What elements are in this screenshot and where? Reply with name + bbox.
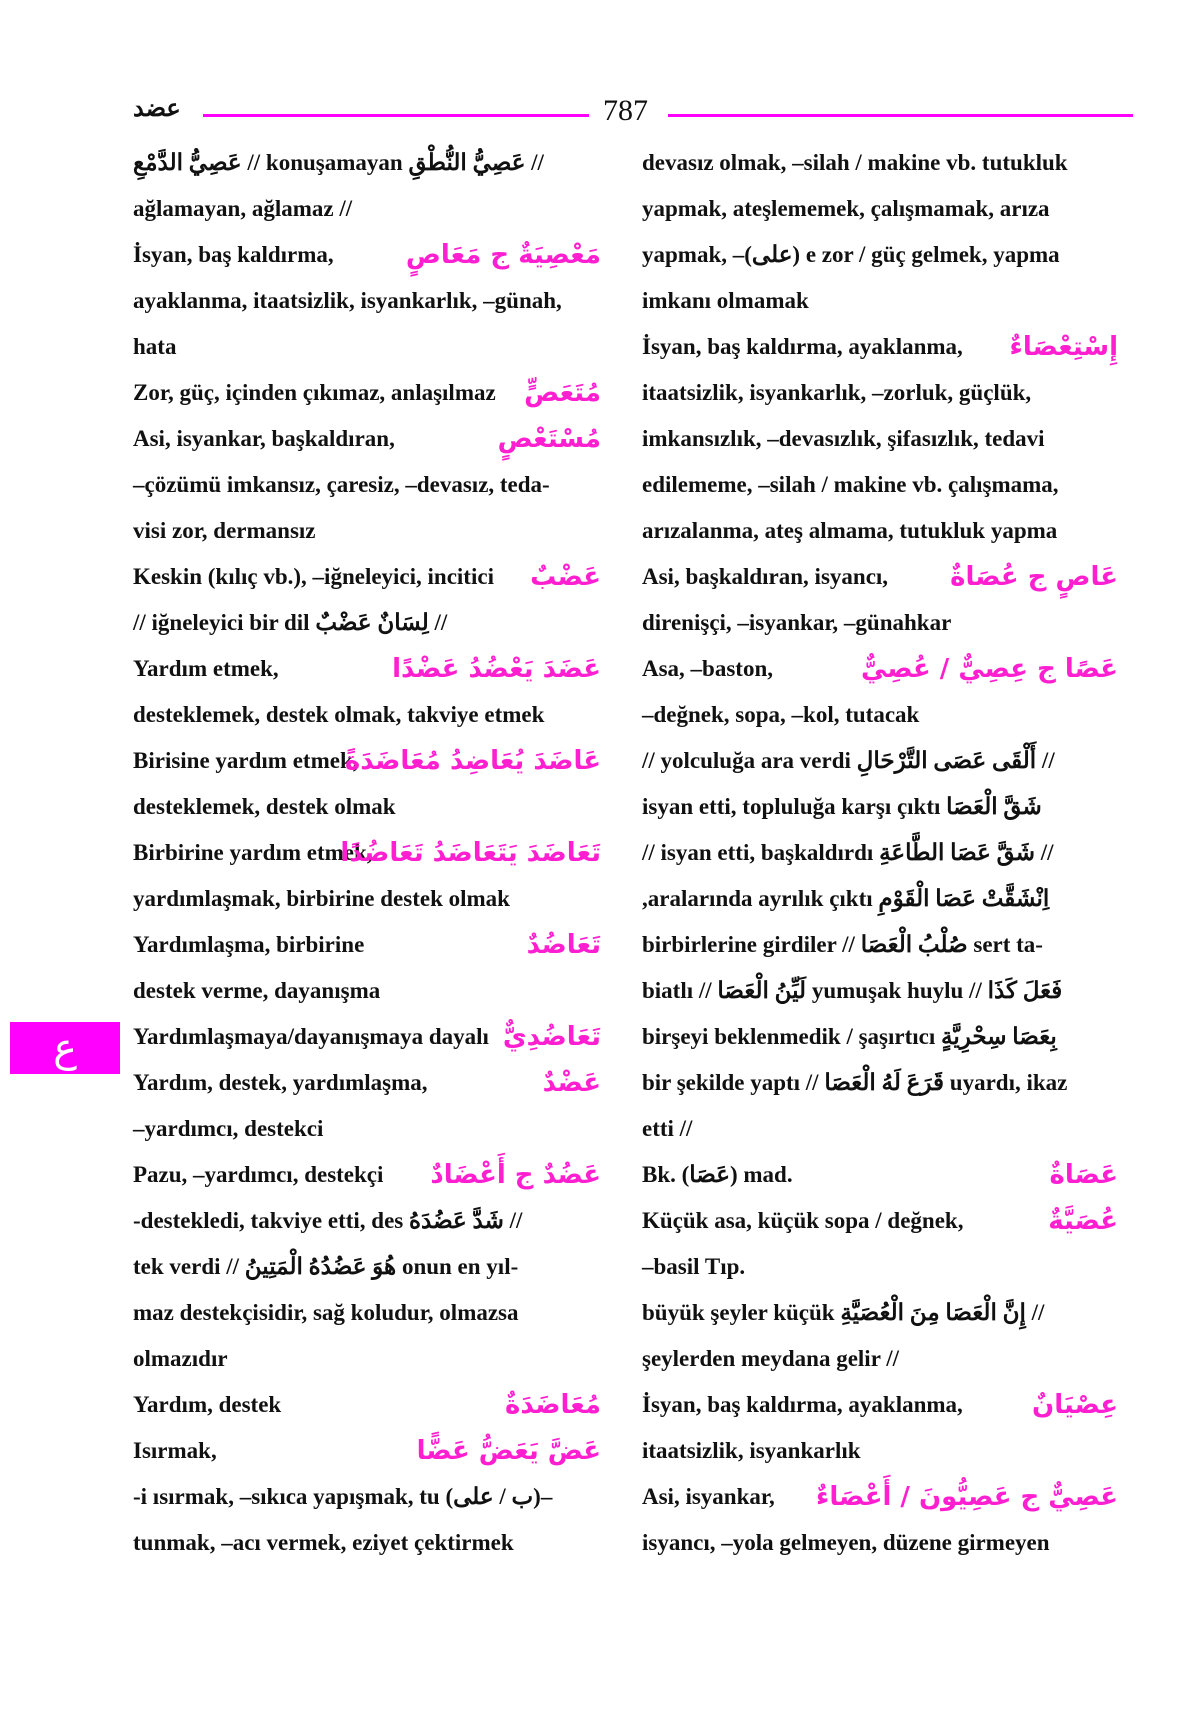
dictionary-line	[133, 278, 601, 324]
line-text: // شَدَّ عَضُدَهُ destekledi, takviye etti, des-	[133, 1208, 523, 1233]
dictionary-line	[133, 922, 601, 968]
dictionary-line	[133, 1290, 601, 1336]
dictionary-line	[133, 232, 601, 278]
line-text: Küçük asa, küçük sopa / değnek,	[642, 1208, 964, 1233]
line-text: biatlı // لَيِّنُ الْعَصَا yumuşak huylu // فَعَلَ كَذَا	[642, 978, 1063, 1003]
line-text: edilememe, –silah / makine vb. çalışmama,	[642, 472, 1059, 497]
line-text: Isırmak,	[133, 1438, 217, 1463]
dictionary-line	[642, 1244, 1118, 1290]
line-text: Birisine yardım etmek,	[133, 748, 359, 773]
arabic-headword: تَعَاضُدِيٌّ	[502, 1022, 601, 1052]
line-text: // إِنَّ الْعَصَا مِنَ الْعُصَيَّةِ büyük şeyler küçük	[642, 1300, 1045, 1325]
line-text: İsyan, baş kaldırma,	[133, 242, 334, 267]
line-text: // عَصِيُّ النُّطْقِ konuşamayan // عَصِيُّ الدَّمْعِ	[133, 150, 544, 175]
dictionary-line	[642, 1106, 1118, 1152]
dictionary-line	[133, 1152, 601, 1198]
line-text: ağlamayan, ağlamaz //	[133, 196, 353, 221]
line-text: imkansızlık, –devasızlık, şifasızlık, tedavi	[642, 426, 1045, 451]
dictionary-line	[133, 830, 601, 876]
line-text: isyancı, –yola gelmeyen, düzene girmeyen	[642, 1530, 1050, 1555]
dictionary-line	[133, 646, 601, 692]
dictionary-line	[642, 508, 1118, 554]
line-text: Pazu, –yardımcı, destekçi	[133, 1162, 384, 1187]
dictionary-line	[133, 1382, 601, 1428]
dictionary-line	[133, 692, 601, 738]
line-text: Asa, –baston,	[642, 656, 774, 681]
dictionary-line	[642, 278, 1118, 324]
line-text: اِنْشَقَّتْ عَصَا الْقَوْمِ aralarında ayrılık çıktı,	[642, 886, 1050, 911]
line-text: tek verdi // هُوَ عَضُدُهُ الْمَتِينُ onun en yıl-	[133, 1254, 519, 1279]
arabic-headword: مُسْتَعْصٍ	[497, 424, 601, 454]
arabic-headword: عَضْبٌ	[530, 562, 601, 592]
line-text: imkanı olmamak	[642, 288, 809, 313]
dictionary-line	[642, 1290, 1118, 1336]
dictionary-line	[133, 1428, 601, 1474]
line-text: Bk. (عَصَا) mad.	[642, 1162, 793, 1187]
dictionary-line	[642, 1152, 1118, 1198]
dictionary-line	[642, 1382, 1118, 1428]
dictionary-line	[133, 600, 601, 646]
line-text: Asi, isyankar, başkaldıran,	[133, 426, 395, 451]
dictionary-line	[133, 1106, 601, 1152]
arabic-headword: عَضْدٌ	[542, 1068, 601, 1098]
dictionary-line	[642, 1198, 1118, 1244]
dictionary-line	[133, 186, 601, 232]
line-text: bir şekilde yaptı // قَرَعَ لَهُ الْعَصَا uyardı, ikaz	[642, 1070, 1068, 1095]
dictionary-line	[133, 554, 601, 600]
arabic-headword: تَعَاضُدٌ	[526, 930, 601, 960]
dictionary-line	[642, 1428, 1118, 1474]
line-text: tunmak, –acı vermek, eziyet çektirmek	[133, 1530, 514, 1555]
line-text: –(ب / على) i ısırmak, –sıkıca yapışmak, tu-	[133, 1484, 553, 1509]
line-text: Birbirine yardım etmek,	[133, 840, 373, 865]
arabic-headword: عَضَّ يَعَضُّ عَضًّا	[416, 1436, 601, 1466]
letter-tab-label: ع	[53, 1025, 77, 1071]
arabic-headword: إِسْتِعْصَاءٌ	[1009, 332, 1118, 362]
arabic-headword: عَصِيٌّ ج عَصِيُّونَ / أَعْصَاءٌ	[816, 1482, 1118, 1512]
dictionary-line	[133, 1520, 601, 1566]
line-text: –değnek, sopa, –kol, tutacak	[642, 702, 920, 727]
dictionary-line	[642, 968, 1118, 1014]
left-column	[133, 140, 601, 1566]
line-text: Keskin (kılıç vb.), –iğneleyici, incitici	[133, 564, 494, 589]
line-text: İsyan, baş kaldırma, ayaklanma,	[642, 334, 963, 359]
dictionary-line	[133, 1198, 601, 1244]
dictionary-line	[133, 416, 601, 462]
dictionary-line	[133, 508, 601, 554]
line-text: birbirlerine girdiler // صُلْبُ الْعَصَا sert ta-	[642, 932, 1043, 957]
dictionary-line	[642, 324, 1118, 370]
line-text: devasız olmak, –silah / makine vb. tutukluk	[642, 150, 1068, 175]
dictionary-line	[642, 692, 1118, 738]
line-text: –çözümü imkansız, çaresiz, –devasız, teda-	[133, 472, 550, 497]
line-text: // شَقَّ عَصَا الطَّاعَةِ isyan etti, başkaldırdı //	[642, 840, 1054, 865]
arabic-headword: عِصْيَانٌ	[1032, 1390, 1118, 1420]
line-text: direnişçi, –isyankar, –günahkar	[642, 610, 952, 635]
line-text: ayaklanma, itaatsizlik, isyankarlık, –günah,	[133, 288, 562, 313]
line-text: Yardımlaşmaya/dayanışmaya dayalı	[133, 1024, 489, 1049]
line-text: desteklemek, destek olmak, takviye etmek	[133, 702, 545, 727]
dictionary-line	[133, 738, 601, 784]
dictionary-line	[642, 784, 1118, 830]
line-text: yapmak, ateşlememek, çalışmamak, arıza	[642, 196, 1050, 221]
dictionary-line	[133, 1060, 601, 1106]
line-text: desteklemek, destek olmak	[133, 794, 396, 819]
dictionary-line	[133, 462, 601, 508]
arabic-headword: مُتَعَصٍّ	[524, 378, 601, 408]
line-text: arızalanma, ateş almama, tutukluk yapma	[642, 518, 1058, 543]
line-text: // لِسَانٌ عَضْبٌ iğneleyici bir dil //	[133, 610, 448, 635]
line-text: Yardım, destek	[133, 1392, 282, 1417]
header-rule-right	[668, 114, 1133, 117]
dictionary-line	[642, 1014, 1118, 1060]
arabic-headword: عَضَدَ يَعْضُدُ عَضْدًا	[392, 654, 601, 684]
dictionary-line	[642, 416, 1118, 462]
arabic-headword: عَضُدٌ ج أَعْضَادٌ	[430, 1160, 601, 1190]
page-number: 787	[603, 94, 648, 127]
arabic-headword: تَعَاضَدَ يَتَعَاضَدُ تَعَاضُدًا	[340, 838, 601, 868]
right-column	[642, 140, 1118, 1566]
arabic-headword: مَعْصِيَةٌ ج مَعَاصٍ	[405, 240, 601, 270]
line-text: destek verme, dayanışma	[133, 978, 381, 1003]
line-text: بِعَصَا سِحْرِيَّةٍ birşeyi beklenmedik / şaşırtıcı	[642, 1024, 1057, 1049]
dictionary-line	[642, 876, 1118, 922]
dictionary-line	[642, 462, 1118, 508]
letter-tab	[10, 1022, 120, 1074]
arabic-headword: عَصَاةٌ	[1049, 1160, 1118, 1190]
dictionary-line	[133, 968, 601, 1014]
line-text: etti //	[642, 1116, 693, 1141]
dictionary-line	[642, 1520, 1118, 1566]
line-text: Asi, başkaldıran, isyancı,	[642, 564, 889, 589]
dictionary-line	[133, 1014, 601, 1060]
dictionary-line	[642, 140, 1118, 186]
line-text: itaatsizlik, isyankarlık	[642, 1438, 861, 1463]
line-text: Asi, isyankar,	[642, 1484, 775, 1509]
dictionary-line	[133, 1336, 601, 1382]
dictionary-line	[133, 1474, 601, 1520]
arabic-headword: عَصًا ج عِصِيٌّ / عُصِيٌّ	[861, 654, 1118, 684]
dictionary-line	[133, 784, 601, 830]
arabic-headword: مُعَاضَدَةٌ	[504, 1390, 601, 1420]
line-text: şeylerden meydana gelir //	[642, 1346, 900, 1371]
dictionary-line	[642, 554, 1118, 600]
line-text: // أَلْقَى عَصَى التَّرْحَالِ yolculuğa ara verdi //	[642, 748, 1055, 773]
line-text: Zor, güç, içinden çıkımaz, anlaşılmaz	[133, 380, 496, 405]
arabic-headword: عُصَيَّةٌ	[1048, 1206, 1118, 1236]
dictionary-line	[642, 830, 1118, 876]
dictionary-line	[133, 1244, 601, 1290]
line-text: maz destekçisidir, sağ koludur, olmazsa	[133, 1300, 519, 1325]
arabic-headword: عَاصٍ ج عُصَاةٌ	[950, 562, 1118, 592]
line-text: İsyan, baş kaldırma, ayaklanma,	[642, 1392, 963, 1417]
header-entry-word: عضد	[133, 96, 181, 122]
line-text: hata	[133, 334, 177, 359]
dictionary-line	[642, 370, 1118, 416]
dictionary-line	[133, 140, 601, 186]
dictionary-line	[642, 922, 1118, 968]
dictionary-line	[133, 876, 601, 922]
line-text: Yardım etmek,	[133, 656, 279, 681]
dictionary-line	[642, 1474, 1118, 1520]
line-text: شَقَّ الْعَصَا isyan etti, topluluğa karşı çıktı	[642, 794, 1042, 819]
line-text: olmazıdır	[133, 1346, 228, 1371]
line-text: itaatsizlik, isyankarlık, –zorluk, güçlük,	[642, 380, 1032, 405]
line-text: –yardımcı, destekci	[133, 1116, 324, 1141]
line-text: visi zor, dermansız	[133, 518, 316, 543]
line-text: Yardımlaşma, birbirine	[133, 932, 365, 957]
line-text: yardımlaşmak, birbirine destek olmak	[133, 886, 510, 911]
dictionary-line	[133, 370, 601, 416]
header-rule-left	[203, 114, 589, 117]
dictionary-line	[133, 324, 601, 370]
dictionary-line	[642, 232, 1118, 278]
dictionary-line	[642, 186, 1118, 232]
dictionary-line	[642, 1336, 1118, 1382]
line-text: Yardım, destek, yardımlaşma,	[133, 1070, 428, 1095]
dictionary-line	[642, 646, 1118, 692]
line-text: –basil Tıp.	[642, 1254, 746, 1279]
line-text: yapmak, –(على) e zor / güç gelmek, yapma	[642, 242, 1060, 267]
dictionary-line	[642, 1060, 1118, 1106]
page-header	[133, 94, 1133, 134]
dictionary-line	[642, 600, 1118, 646]
arabic-headword: عَاضَدَ يُعَاضِدُ مُعَاضَدَةً	[344, 746, 601, 776]
dictionary-line	[642, 738, 1118, 784]
